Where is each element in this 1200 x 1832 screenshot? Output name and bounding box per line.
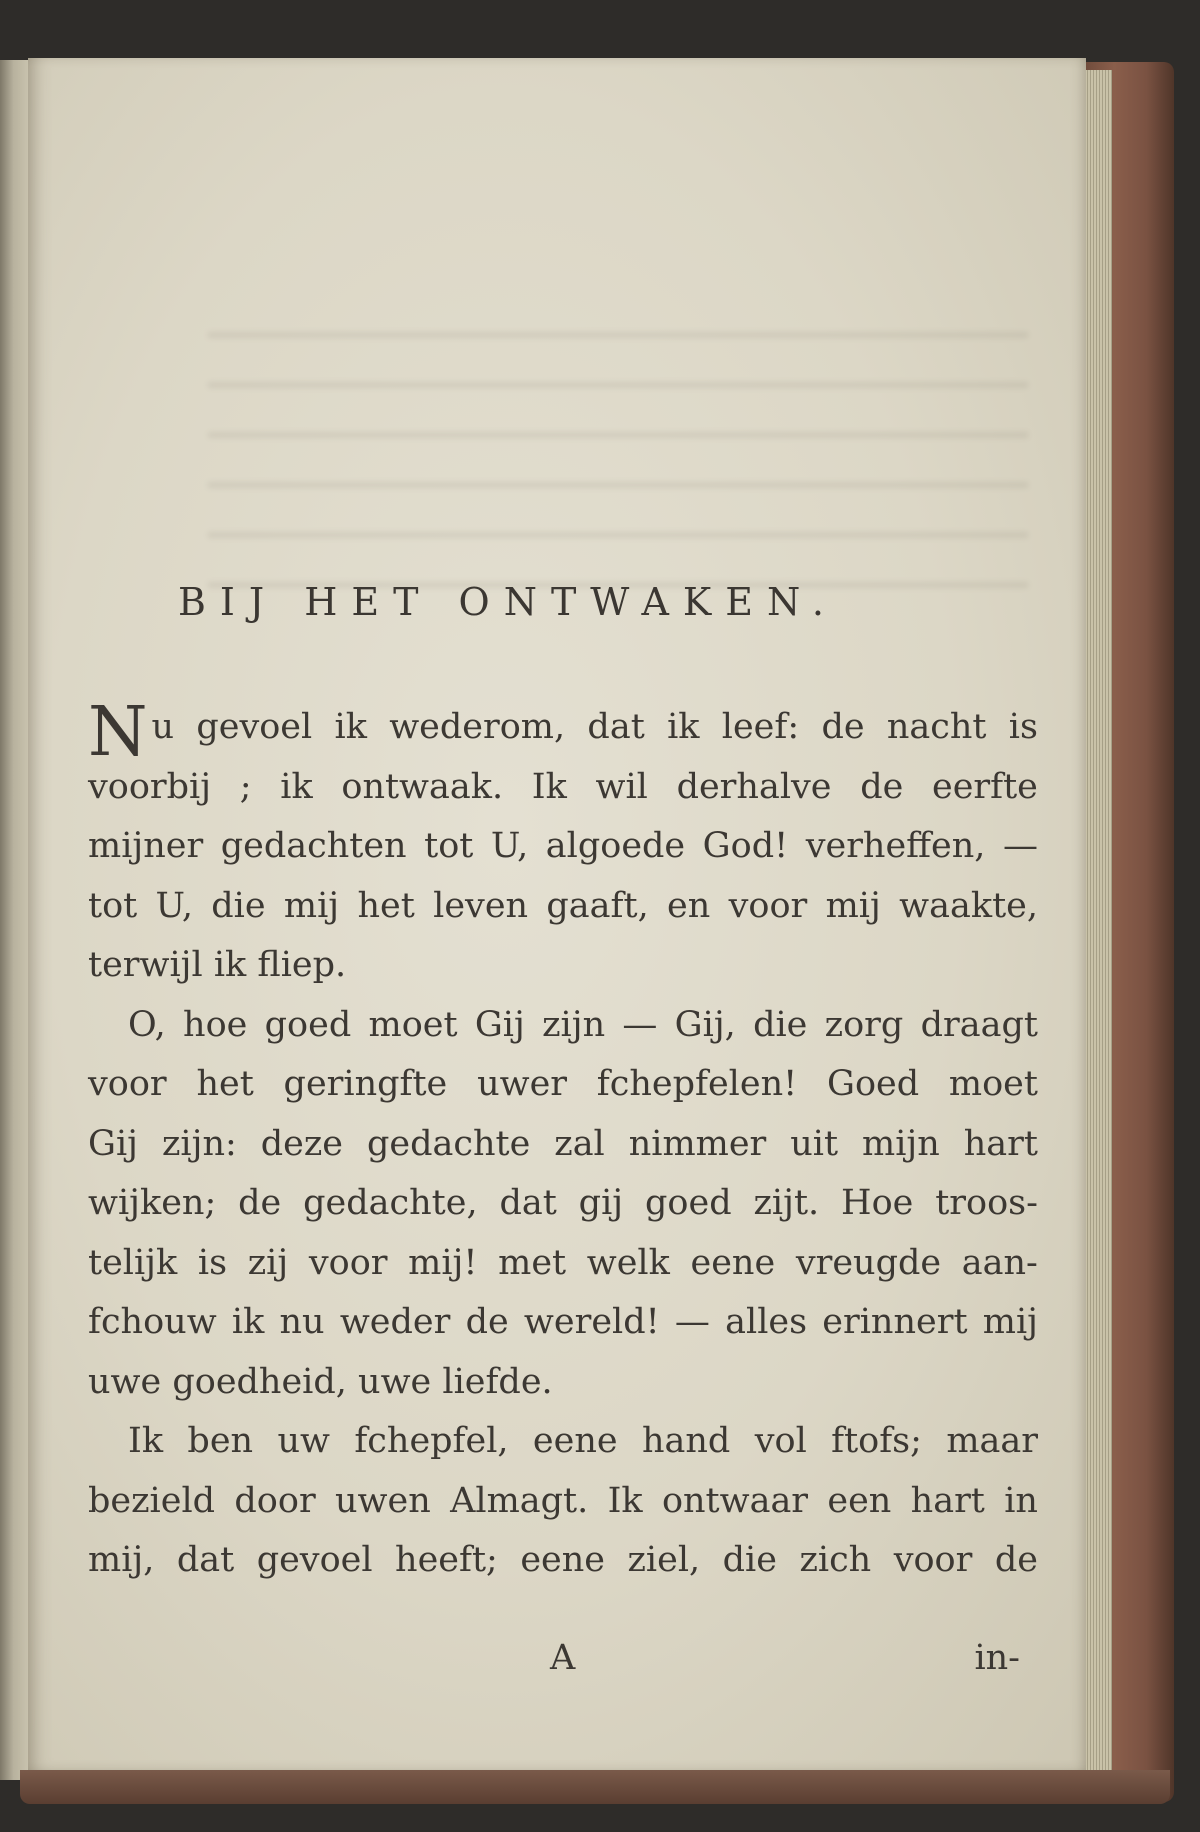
- text-line: telijk is zij voor mij! met welk eene vreugde aan-: [88, 1242, 1038, 1283]
- paragraph-3: [88, 1412, 1038, 1591]
- word: wederom,: [389, 707, 566, 747]
- text-line: O, hoe goed moet Gij zijn — Gij, die zorg draagt: [128, 1004, 1038, 1045]
- body-text: [88, 692, 1038, 1591]
- book-cover-bottom: [20, 1770, 1170, 1804]
- book-page: [28, 58, 1086, 1770]
- text-line: fchouw ik nu weder de wereld! — alles erinnert mij: [88, 1302, 1038, 1342]
- word: de: [821, 707, 865, 747]
- text-line: bezield door uwen Almagt. Ik ontwaar een hart in: [88, 1480, 1038, 1521]
- word: gevoel: [196, 707, 313, 747]
- text-line: uwe goedheid, uwe liefde.: [88, 1361, 553, 1402]
- page-block-edges: [1082, 70, 1112, 1780]
- paragraph-2: [88, 996, 1038, 1413]
- text-line: tot U, die mij het leven gaaft, en voor mij waakte,: [88, 885, 1038, 926]
- text-line: voorbij ; ik ontwaak. Ik wil derhalve de eerfte: [88, 766, 1038, 807]
- word: dat: [587, 707, 645, 747]
- text-line: Ik ben uw fchepfel, eene hand vol ftofs; maar: [128, 1421, 1038, 1461]
- text-line: terwijl ik fliep.: [88, 945, 347, 985]
- text-line: mij, dat gevoel heeft; eene ziel, die zich voor de: [88, 1540, 1038, 1580]
- word: nacht: [886, 707, 987, 747]
- text-line: wijken; de gedachte, dat gij goed zijt. Hoe troos-: [88, 1183, 1038, 1223]
- word: is: [1008, 707, 1038, 747]
- text-line: Gij zijn: deze gedachte zal nimmer uit mijn hart: [88, 1123, 1038, 1164]
- first-line-words: [150, 698, 1039, 758]
- catchword: in-: [974, 1638, 1020, 1678]
- word: u: [151, 707, 175, 747]
- word: ik: [334, 707, 367, 747]
- drop-cap: N: [88, 692, 148, 772]
- paragraph-1: [88, 758, 1038, 996]
- word: ik: [667, 707, 700, 747]
- word: leef:: [721, 707, 800, 747]
- text-line: voor het geringfte uwer fchepfelen! Goed moet: [88, 1064, 1038, 1104]
- page-heading: BIJ HET ONTWAKEN.: [178, 580, 838, 624]
- text-line: mijner gedachten tot U, algoede God! verheffen, —: [88, 826, 1038, 866]
- show-through-text: [208, 288, 1028, 588]
- signature-mark: A: [550, 1638, 576, 1678]
- text-line: [88, 692, 1038, 772]
